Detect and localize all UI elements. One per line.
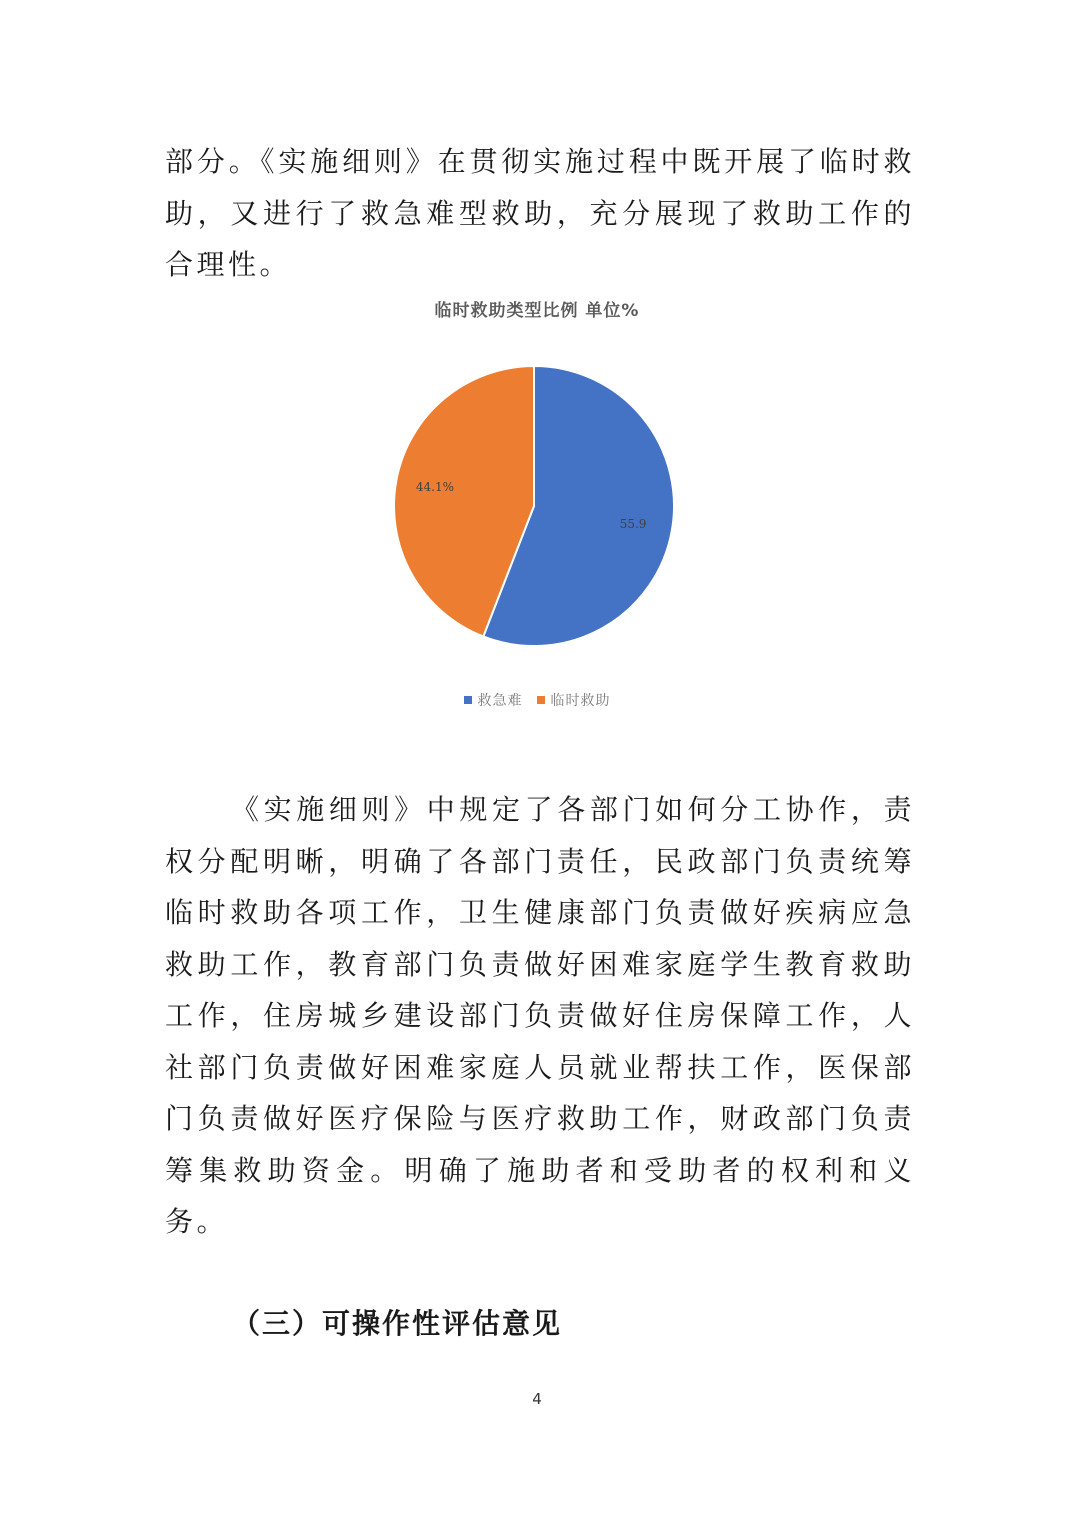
pie-data-label: 44.1% [415,479,454,494]
paragraph-intro: 部分。《实施细则》在贯彻实施过程中既开展了临时救助，又进行了救急难型救助，充分展现了救助工作的合理性。 [165,145,915,281]
legend-item-linshi [537,690,611,710]
legend-label: 临时救助 [550,693,611,709]
chart-title: 临时救助类型比例 单位% [434,301,640,321]
section-heading: （三）可操作性评估意见 [232,1307,563,1340]
legend-swatch-icon [464,696,472,704]
legend-swatch-icon [537,696,545,704]
chart-legend [0,690,1074,710]
page-number: 4 [532,1390,542,1408]
pie-data-label: 55.9 [619,517,647,532]
paragraph-body: 《实施细则》中规定了各部门如何分工协作，责权分配明晰，明确了各部门责任，民政部门负责统筹临时救助各项工作，卫生健康部门负责做好疾病应急救助工作，教育部门负责做好困难家庭学生教育救助工作，住房城乡建设部门负责做好住房保障工作，人社部门负责做好困难家庭人员就业帮扶工作，医保部门负责做好医疗保险与医疗救助工作，财政部门负责筹集救助资金。明确了施助者和受助者的权利和义务。 [165,793,915,1238]
legend-label: 救急难 [477,693,523,709]
legend-item-jijinan [464,690,523,710]
